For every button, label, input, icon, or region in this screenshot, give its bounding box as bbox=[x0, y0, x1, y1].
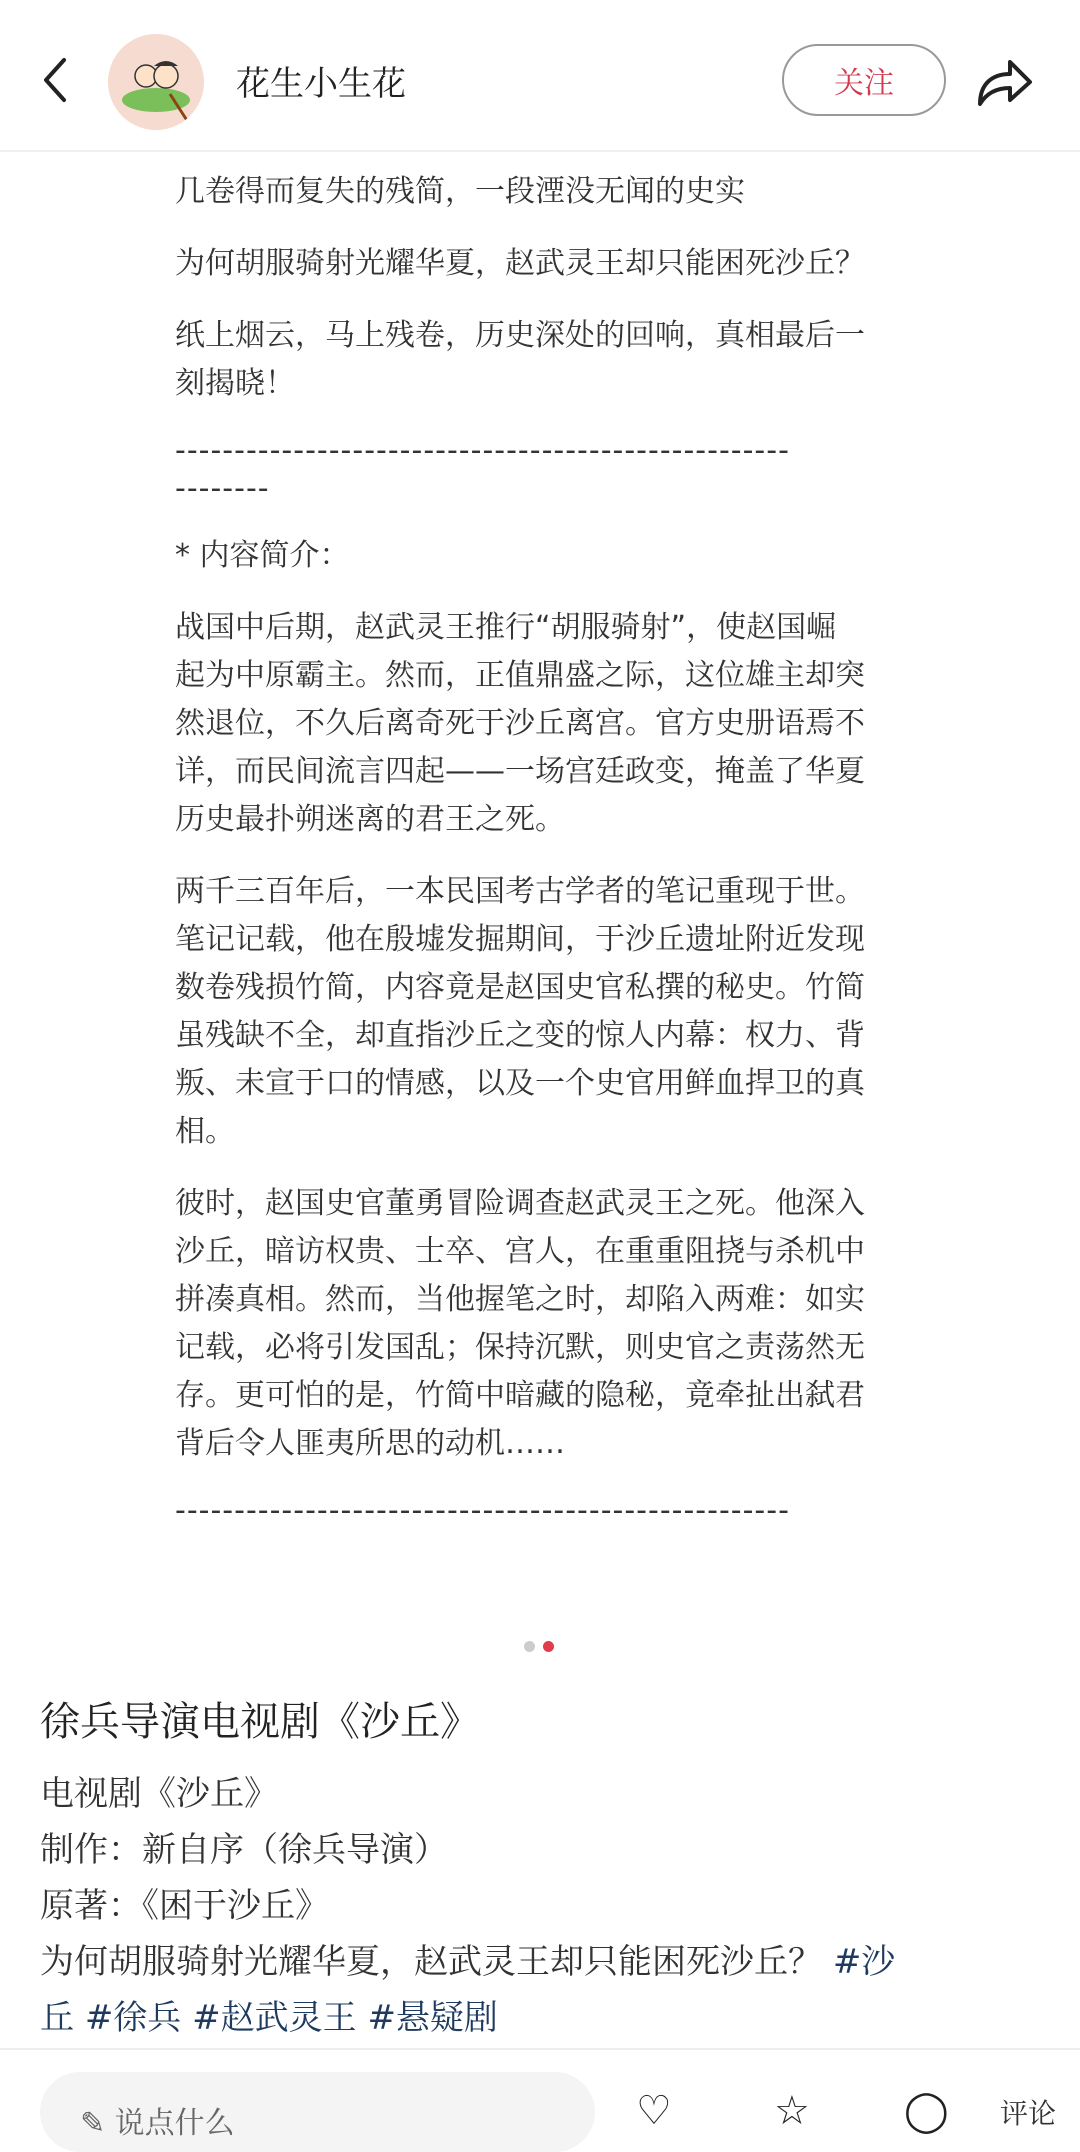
like-heart-icon[interactable]: ♡ bbox=[636, 2088, 672, 2134]
desc-line: 电视剧《沙丘》 bbox=[40, 1774, 278, 1814]
para-line: 虽残缺不全，却直指沙丘之变的惊人内幕：权力、背 bbox=[175, 1018, 865, 1053]
desc-line bbox=[40, 1934, 1050, 1990]
comment-bubble-icon[interactable]: ◯ bbox=[904, 2088, 949, 2134]
avatar[interactable] bbox=[108, 34, 204, 130]
author-name[interactable]: 花生小生花 bbox=[236, 64, 406, 104]
hashtag[interactable]: 丘 bbox=[40, 1998, 74, 2038]
para-line: 背后令人匪夷所思的动机…… bbox=[175, 1426, 565, 1461]
para-line: 叛、未宣于口的情感，以及一个史官用鲜血捍卫的真 bbox=[175, 1066, 865, 1101]
para-line: 数卷残损竹简，内容竟是赵国史官私撰的秘史。竹简 bbox=[175, 970, 865, 1005]
carousel-dot[interactable] bbox=[524, 1641, 535, 1652]
para-line: 彼时，赵国史官董勇冒险调查赵武灵王之死。他深入 bbox=[175, 1186, 865, 1221]
tagline-line: 刻揭晓！ bbox=[175, 366, 295, 401]
favorite-star-icon[interactable]: ☆ bbox=[774, 2088, 810, 2134]
hashtag[interactable]: #赵武灵王 bbox=[192, 1998, 357, 2038]
hashtag[interactable]: #徐兵 bbox=[84, 1998, 182, 2038]
bottom-divider bbox=[0, 2048, 1080, 2050]
para-line: 两千三百年后，一本民国考古学者的笔记重现于世。 bbox=[175, 874, 865, 909]
comment-label[interactable]: 评论 bbox=[1000, 2097, 1057, 2130]
hashtag[interactable]: #沙 bbox=[832, 1942, 896, 1982]
comment-input[interactable]: ✎ 说点什么 bbox=[40, 2072, 595, 2152]
desc-line: 原著：《困于沙丘》 bbox=[40, 1886, 329, 1926]
follow-button[interactable]: 关注 bbox=[782, 44, 946, 116]
tagline-line: 纸上烟云，马上残卷，历史深处的回响，真相最后一 bbox=[175, 318, 865, 353]
divider-line: ---------------------------------------------------- bbox=[175, 433, 790, 468]
desc-text: 为何胡服骑射光耀华夏，赵武灵王却只能困死沙丘？ bbox=[40, 1942, 833, 1982]
para-line: 起为中原霸主。然而，正值鼎盛之际，这位雄主却突 bbox=[175, 658, 865, 693]
intro-line: 几卷得而复失的残简，一段湮没无闻的史实 bbox=[175, 174, 745, 209]
post-title: 徐兵导演电视剧《沙丘》 bbox=[40, 1699, 480, 1745]
para-line: 详，而民间流言四起——一场宫廷政变，掩盖了华夏 bbox=[175, 754, 865, 789]
divider-text bbox=[175, 432, 915, 508]
para-line: 历史最扑朔迷离的君王之死。 bbox=[175, 802, 565, 837]
section-label: * 内容简介： bbox=[175, 538, 350, 573]
image-tagline bbox=[175, 312, 915, 408]
para-line: 沙丘，暗访权贵、士卒、宫人，在重重阻挠与杀机中 bbox=[175, 1234, 865, 1269]
hashtag[interactable]: #悬疑剧 bbox=[367, 1998, 498, 2038]
image-text-body bbox=[175, 168, 915, 1530]
para-line: 存。更可怕的是，竹简中暗藏的隐秘，竟牵扯出弑君 bbox=[175, 1378, 865, 1413]
para-line: 战国中后期，赵武灵王推行“胡服骑射”，使赵国崛 bbox=[175, 610, 837, 645]
desc-line: 制作：新自序（徐兵导演） bbox=[40, 1830, 448, 1870]
para-line: 然退位，不久后离奇死于沙丘离宫。官方史册语焉不 bbox=[175, 706, 865, 741]
share-icon[interactable] bbox=[970, 54, 1036, 110]
para-line: 拼凑真相。然而，当他握笔之时，却陷入两难：如实 bbox=[175, 1282, 865, 1317]
paragraph-2 bbox=[175, 868, 915, 1156]
para-line: 笔记记载，他在殷墟发掘期间，于沙丘遗址附近发现 bbox=[175, 922, 865, 957]
post-description bbox=[40, 1766, 1050, 2046]
para-line: 记载，必将引发国乱；保持沉默，则史官之责荡然无 bbox=[175, 1330, 865, 1365]
intro-line: 为何胡服骑射光耀华夏，赵武灵王却只能困死沙丘？ bbox=[175, 246, 865, 281]
divider-line: -------- bbox=[175, 471, 270, 506]
paragraph-3 bbox=[175, 1180, 915, 1468]
carousel-dot-active[interactable] bbox=[543, 1641, 554, 1652]
desc-line bbox=[40, 1990, 1050, 2046]
divider-text: ---------------------------------------------------- bbox=[175, 1493, 790, 1528]
carousel-indicator bbox=[524, 1641, 554, 1652]
top-bar bbox=[0, 0, 1080, 152]
back-icon[interactable] bbox=[36, 52, 76, 108]
para-line: 相。 bbox=[175, 1114, 235, 1149]
avatar-illustration-icon bbox=[108, 34, 204, 130]
paragraph-1 bbox=[175, 604, 915, 844]
